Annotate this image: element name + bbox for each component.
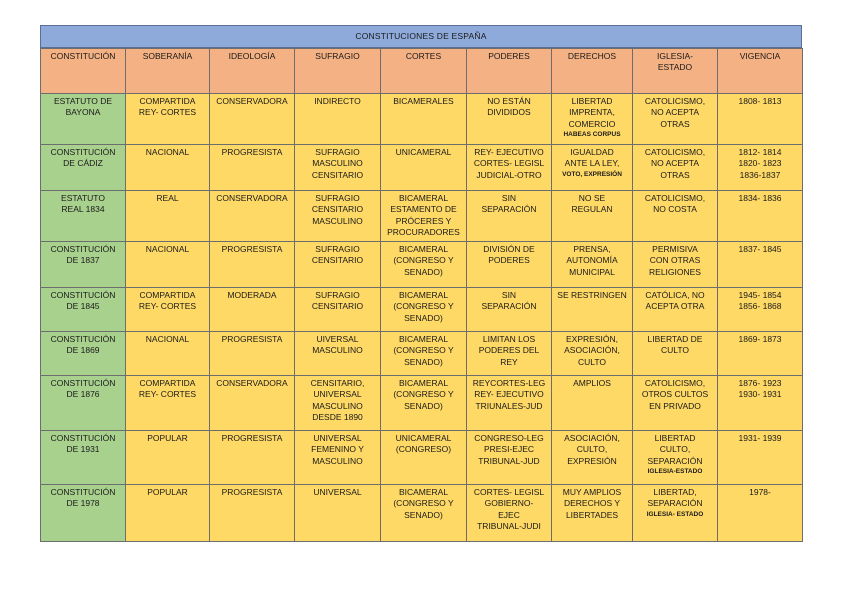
cell-text-line: CULTO, [659,444,691,455]
cell-iglesia [633,376,718,431]
cell-text-line: CONSERVADORA [216,378,288,388]
cell-text-line: CENSITARIO [311,255,364,266]
cell-iglesia [633,485,718,542]
cell-constitucion [41,431,126,485]
column-header [210,49,295,94]
cell-text-line: SUFRAGIO [315,51,360,61]
table-row [41,376,803,431]
cell-text-line: GOBIERNO- [484,498,534,509]
cell-text-line: PODERES [488,255,530,266]
cell-text-line: CATOLICISMO, [644,147,706,157]
cell-text-line: PROGRESISTA [221,244,283,254]
cell-text-line: NACIONAL [145,244,190,254]
cell-text-line: DIVISIÓN DE [483,244,535,254]
constitutions-table [40,48,803,542]
cell-text-line: ASOCIACIÓN, [564,345,620,356]
cell-text-line: DE 1931 [66,444,100,455]
cell-text-line: LIBERTAD DE [647,334,703,344]
cell-text-line: SENADO) [404,509,443,520]
cell-text-line: AUTONOMÍA [566,255,618,266]
cell-sufragio [295,485,381,542]
cell-text-line: SEPARACIÓN [481,204,537,215]
cell-text-line: BICAMERAL [398,487,449,497]
cell-text-line: (CONGRESO Y [393,255,454,266]
cell-text-line: REGULAN [571,204,613,215]
cell-text-line: IMPRENTA, [569,107,615,118]
cell-ideologia [210,145,295,191]
cell-text-line: CONSTITUCIÓN [50,334,116,344]
cell-text-line: EN PRIVADO [649,400,701,411]
cell-soberania [126,485,210,542]
cell-text-line: CULTO [660,345,690,356]
cell-derechos [552,94,633,145]
cell-ideologia [210,242,295,288]
cell-text-line: POPULAR [147,433,188,443]
column-header [552,49,633,94]
cell-ideologia [210,431,295,485]
cell-derechos [552,332,633,376]
cell-small-note: IGLESIA-ESTADO [647,468,703,476]
cell-text-line: SE RESTRINGEN [557,290,627,300]
cell-text-line: SOBERANÍA [142,51,193,61]
cell-ideologia [210,94,295,145]
cell-soberania [126,242,210,288]
cell-text-line: DE 1869 [66,345,100,356]
table-title: CONSTITUCIONES DE ESPAÑA [40,25,802,48]
cell-text-line: MASCULINO [312,345,363,356]
cell-text-line: MASCULINO [312,455,363,466]
cell-text-line: 1836-1837 [739,169,781,180]
cell-text-line: BICAMERAL [398,334,449,344]
cell-ideologia [210,288,295,332]
cell-ideologia [210,332,295,376]
cell-iglesia [633,332,718,376]
cell-text-line: LIBERTADES [565,509,619,520]
cell-text-line: UNIVERSAL [313,487,362,497]
table-row [41,332,803,376]
cell-text-line: CONSERVADORA [216,96,288,106]
cell-text-line: DE CÁDIZ [63,158,103,169]
cell-text-line: CONSTITUCIÓN [50,433,116,443]
cell-text-line: BICAMERALES [393,96,454,106]
cell-poderes [467,191,552,242]
cell-text-line: 1856- 1868 [738,301,782,312]
cell-text-line: FEMENINO Y [311,444,364,455]
cell-poderes [467,94,552,145]
cell-vigencia [718,288,803,332]
cell-text-line: COMERCIO [568,118,616,129]
cell-text-line: LIBERTAD [571,96,613,106]
cell-derechos [552,145,633,191]
cell-text-line: CORTES- LEGISL [473,158,545,169]
cell-text-line: CONSTITUCIÓN [50,51,116,61]
cell-text-line: (CONGRESO Y [393,301,454,312]
cell-soberania [126,145,210,191]
cell-text-line: CONSTITUCIÓN [50,290,116,300]
cell-text-line: PRENSA, [573,244,611,254]
column-header [633,49,718,94]
cell-text-line: PROCURADORES [387,227,460,238]
cell-text-line: PROGRESISTA [221,334,283,344]
cell-poderes [467,431,552,485]
cell-text-line: BICAMERAL [398,290,449,300]
cell-text-line: DE 1876 [66,389,100,400]
cell-text-line: CONSTITUCIÓN [50,487,116,497]
cell-iglesia [633,94,718,145]
cell-text-line: SUFRAGIO [315,193,360,203]
table-row [41,145,803,191]
cell-iglesia [633,242,718,288]
cell-text-line: EXPRESIÓN [567,455,617,466]
cell-sufragio [295,191,381,242]
cell-text-line: IGLESIA- [657,51,693,61]
cell-text-line: REY- EJECUTIVO [474,389,544,400]
cell-text-line: SEPARACIÓN [647,455,703,466]
cell-text-line: CORTES- LEGISL [473,487,545,497]
table-row [41,242,803,288]
cell-text-line: SEPARACIÓN [647,498,703,509]
cell-text-line: UIVERSAL [316,334,359,344]
table-row [41,431,803,485]
cell-text-line: REAL [156,193,179,203]
cell-text-line: SUFRAGIO [315,290,360,300]
cell-text-line: AMPLIOS [573,378,611,388]
cell-text-line: PERMISIVA [652,244,698,254]
cell-text-line: NO ESTÁN [487,96,531,106]
cell-iglesia [633,145,718,191]
cell-text-line: NO ACEPTA [650,107,700,118]
cell-text-line: ANTE LA LEY, [564,158,620,169]
cell-text-line: SENADO) [404,400,443,411]
cell-derechos [552,191,633,242]
cell-text-line: UNICAMERAL [395,147,452,157]
cell-text-line: DIVIDIDOS [487,107,531,118]
cell-vigencia [718,191,803,242]
cell-sufragio [295,145,381,191]
column-header [295,49,381,94]
cell-text-line: CON OTRAS [649,255,701,266]
cell-text-line: OTRAS [660,118,690,129]
cell-constitucion [41,332,126,376]
cell-poderes [467,332,552,376]
column-header [126,49,210,94]
cell-poderes [467,145,552,191]
cell-text-line: COMPARTIDA [139,96,196,106]
cell-cortes [381,431,467,485]
cell-text-line: SENADO) [404,266,443,277]
cell-cortes [381,145,467,191]
cell-iglesia [633,431,718,485]
cell-vigencia [718,242,803,288]
cell-text-line: POPULAR [147,487,188,497]
cell-sufragio [295,288,381,332]
cell-text-line: (CONGRESO Y [393,498,454,509]
cell-text-line: SENADO) [404,312,443,323]
cell-text-line: PODERES [488,51,530,61]
cell-constitucion [41,191,126,242]
cell-text-line: CENSITARIO, [310,378,365,388]
cell-vigencia [718,431,803,485]
cell-constitucion [41,485,126,542]
cell-text-line: REY- CORTES [138,107,197,118]
table-row [41,191,803,242]
table-row [41,485,803,542]
cell-ideologia [210,376,295,431]
cell-soberania [126,191,210,242]
cell-text-line: TRIUNALES-JUD [475,400,543,411]
cell-cortes [381,191,467,242]
cell-small-note: IGLESIA- ESTADO [646,510,704,518]
cell-poderes [467,485,552,542]
cell-constitucion [41,94,126,145]
cell-text-line: 1869- 1873 [738,334,782,344]
cell-text-line: REY- CORTES [138,301,197,312]
cell-text-line: CATÓLICA, NO [645,290,705,300]
cell-text-line: NACIONAL [145,147,190,157]
cell-text-line: (CONGRESO Y [393,389,454,400]
cell-text-line: UNIVERSAL [313,389,362,400]
cell-constitucion [41,376,126,431]
cell-text-line: CENSITARIO [311,169,364,180]
cell-text-line: SUFRAGIO [315,147,360,157]
cell-text-line: REY [500,356,518,367]
cell-sufragio [295,332,381,376]
cell-text-line: REY- CORTES [138,389,197,400]
cell-text-line: REAL 1834 [61,204,105,215]
cell-text-line: NACIONAL [145,334,190,344]
cell-text-line: 1945- 1854 [738,290,782,300]
cell-text-line: DERECHOS [567,51,617,61]
cell-text-line: SEPARACIÓN [481,301,537,312]
cell-iglesia [633,191,718,242]
cell-text-line: INDIRECTO [314,96,361,106]
cell-text-line: ACEPTA OTRA [645,301,705,312]
cell-cortes [381,485,467,542]
cell-cortes [381,242,467,288]
cell-text-line: DE 1837 [66,255,100,266]
cell-text-line: (CONGRESO) [395,444,452,455]
cell-text-line: PROGRESISTA [221,487,283,497]
cell-text-line: TRIBUNAL-JUDI [477,521,541,532]
cell-text-line: MASCULINO [312,158,363,169]
cell-text-line: EJEC [498,509,520,520]
cell-text-line: CENSITARIO [311,204,364,215]
cell-text-line: MASCULINO [312,400,363,411]
cell-text-line: 1876- 1923 [738,378,782,388]
cell-text-line: PROGRESISTA [221,147,283,157]
cell-text-line: UNICAMERAL [395,433,452,443]
cell-text-line: DE 1978 [66,498,100,509]
cell-text-line: SENADO) [404,356,443,367]
cell-text-line: CORTES [405,51,442,61]
cell-text-line: 1931- 1939 [738,433,782,443]
cell-vigencia [718,332,803,376]
cell-cortes [381,332,467,376]
cell-text-line: LIMITAN LOS [482,334,536,344]
cell-vigencia [718,485,803,542]
cell-vigencia [718,94,803,145]
cell-text-line: MUNICIPAL [569,266,615,277]
cell-text-line: CATOLICISMO, [644,96,706,106]
cell-text-line: DE 1845 [66,301,100,312]
cell-text-line: UNIVERSAL [313,433,362,443]
column-header [381,49,467,94]
cell-cortes [381,376,467,431]
cell-text-line: SIN [501,290,517,300]
cell-text-line: OTRAS [660,169,690,180]
cell-text-line: CATOLICISMO, [644,193,706,203]
table-row [41,288,803,332]
cell-text-line: PROGRESISTA [221,433,283,443]
cell-text-line: ESTAMENTO DE [390,204,457,215]
cell-constitucion [41,288,126,332]
cell-text-line: BICAMERAL [398,244,449,254]
table-row [41,94,803,145]
cell-text-line: PRESI-EJEC [483,444,535,455]
cell-soberania [126,94,210,145]
cell-sufragio [295,376,381,431]
cell-text-line: ESTADO [657,62,693,73]
cell-text-line: NO SE [578,193,606,203]
column-header [718,49,803,94]
cell-vigencia [718,145,803,191]
cell-sufragio [295,242,381,288]
cell-text-line: 1930- 1931 [738,389,782,400]
cell-text-line: LIBERTAD [654,433,696,443]
cell-sufragio [295,94,381,145]
cell-text-line: CENSITARIO [311,301,364,312]
cell-cortes [381,94,467,145]
cell-soberania [126,431,210,485]
cell-iglesia [633,288,718,332]
cell-poderes [467,288,552,332]
cell-text-line: 1978- [749,487,771,497]
cell-text-line: CULTO, [576,444,608,455]
cell-text-line: PODERES DEL [478,345,540,356]
cell-text-line: ESTATUTO [61,193,105,203]
cell-text-line: BICAMERAL [398,193,449,203]
cell-text-line: COMPARTIDA [139,290,196,300]
cell-derechos [552,376,633,431]
cell-derechos [552,288,633,332]
cell-text-line: CATOLICISMO, [644,378,706,388]
cell-text-line: 1837- 1845 [738,244,782,254]
cell-text-line: EXPRESIÓN, [566,334,618,344]
cell-poderes [467,376,552,431]
header-row [41,49,803,94]
cell-derechos [552,485,633,542]
cell-text-line: REYCORTES-LEG [472,378,546,388]
cell-text-line: CONSTITUCIÓN [50,147,116,157]
cell-soberania [126,332,210,376]
cell-text-line: PRÓCERES Y [395,215,452,226]
cell-text-line: 1812- 1814 [738,147,782,157]
cell-text-line: TRIBUNAL-JUD [478,455,540,466]
cell-text-line: COMPARTIDA [139,378,196,388]
cell-vigencia [718,376,803,431]
cell-text-line: MASCULINO [312,215,363,226]
constitutions-sheet [40,25,802,542]
cell-cortes [381,288,467,332]
cell-text-line: LIBERTAD, [653,487,697,497]
cell-text-line: IGUALDAD [570,147,614,157]
table-body [41,94,803,542]
cell-text-line: NO COSTA [653,204,697,215]
cell-text-line: CONSTITUCIÓN [50,378,116,388]
cell-text-line: VIGENCIA [739,51,781,61]
cell-ideologia [210,191,295,242]
cell-poderes [467,242,552,288]
cell-ideologia [210,485,295,542]
cell-text-line: CULTO [577,356,607,367]
cell-derechos [552,242,633,288]
cell-small-note: VOTO, EXPRESIÓN [562,170,622,178]
cell-sufragio [295,431,381,485]
cell-text-line: ESTATUTO DE [53,96,113,106]
cell-constitucion [41,242,126,288]
column-header [41,49,126,94]
cell-text-line: (CONGRESO Y [393,345,454,356]
cell-text-line: ASOCIACIÓN, [564,433,620,443]
cell-text-line: 1820- 1823 [738,158,782,169]
cell-soberania [126,288,210,332]
cell-text-line: 1808- 1813 [738,96,782,106]
cell-text-line: CONSERVADORA [216,193,288,203]
cell-text-line: JUDICIAL-OTRO [476,169,542,180]
cell-text-line: RELIGIONES [649,266,701,277]
cell-derechos [552,431,633,485]
column-header [467,49,552,94]
cell-text-line: 1834- 1836 [738,193,782,203]
cell-text-line: SIN [501,193,517,203]
cell-text-line: NO ACEPTA [650,158,700,169]
cell-text-line: REY- EJECUTIVO [474,147,544,157]
cell-text-line: OTROS CULTOS [641,389,709,400]
cell-text-line: MUY AMPLIOS [562,487,622,497]
cell-text-line: DERECHOS Y [563,498,621,509]
cell-small-note: HABEAS CORPUS [563,131,621,139]
cell-text-line: CONSTITUCIÓN [50,244,116,254]
cell-text-line: SUFRAGIO [315,244,360,254]
cell-text-line: BICAMERAL [398,378,449,388]
cell-text-line: IDEOLOGÍA [228,51,276,61]
cell-text-line: BAYONA [65,107,101,118]
cell-text-line: CONGRESO-LEG [474,433,544,443]
cell-text-line: MODERADA [227,290,277,300]
cell-constitucion [41,145,126,191]
cell-text-line: DESDE 1890 [312,412,363,423]
cell-soberania [126,376,210,431]
